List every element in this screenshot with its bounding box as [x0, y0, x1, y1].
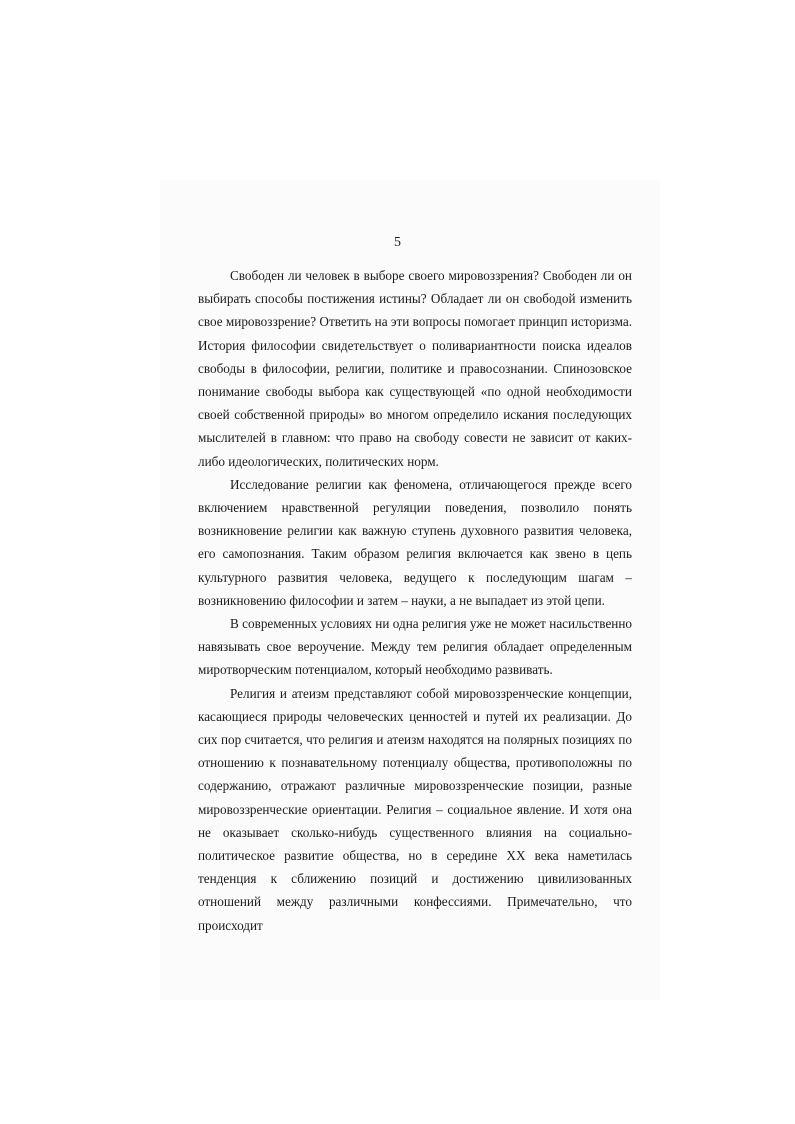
page-number: 5: [394, 235, 401, 250]
paragraph-religion-and-atheism: Религия и атеизм представляют собой мировоззренческие концепции, касающиеся природы человеческих ценностей и путей их реализации. До сих пор считается, что религия и атеизм находятся на полярных позициях по отношению к познавательному потенциалу общества, противоположны по содержанию, отражают различные мировоззренческие позиции, разные мировоззренческие ориентации. Религия – социальное явление. И хотя она не оказывает сколько-нибудь существенного влияния на социально-политическое развитие общества, но в середине XX века наметилась тенденция к сближению позиций и достижению цивилизованных отношений между различными конфессиями. Примечательно, что происходит: [198, 685, 632, 933]
paragraph-modern-conditions: В современных условиях ни одна религия уже не может насильственно навязывать свое вероучение. Между тем религия обладает определенным миротворческим потенциалом, который необходимо развивать.: [198, 616, 632, 678]
paragraph-religion-as-phenomenon: Исследование религии как феномена, отличающегося прежде всего включением нравственной регуляции поведения, позволило понять возникновение религии как важную ступень духовного развития человека, его самопознания. Таким образом религия включается как звено в цепь культурного развития человека, ведущего к последующим шагам – возникновению философии и затем – науки, а не выпадает из этой цепи.: [198, 476, 632, 608]
paragraph-freedom-of-worldview: Свободен ли человек в выборе своего мировоззрения? Свободен ли он выбирать способы постижения истины? Обладает ли он свободой изменить свое мировоззрение? Ответить на эти вопросы помогает принцип историзма. История философии свидетельствует о поливариантности поиска идеалов свободы в философии, религии, политике и правосознании. Спинозовское понимание свободы выбора как существующей «по одной необходимости своей собственной природы» во многом определило искания последующих мыслителей в главном: что право на свободу совести не зависит от каких-либо идеологических, политических норм.: [198, 268, 632, 469]
document-body: [198, 264, 632, 937]
